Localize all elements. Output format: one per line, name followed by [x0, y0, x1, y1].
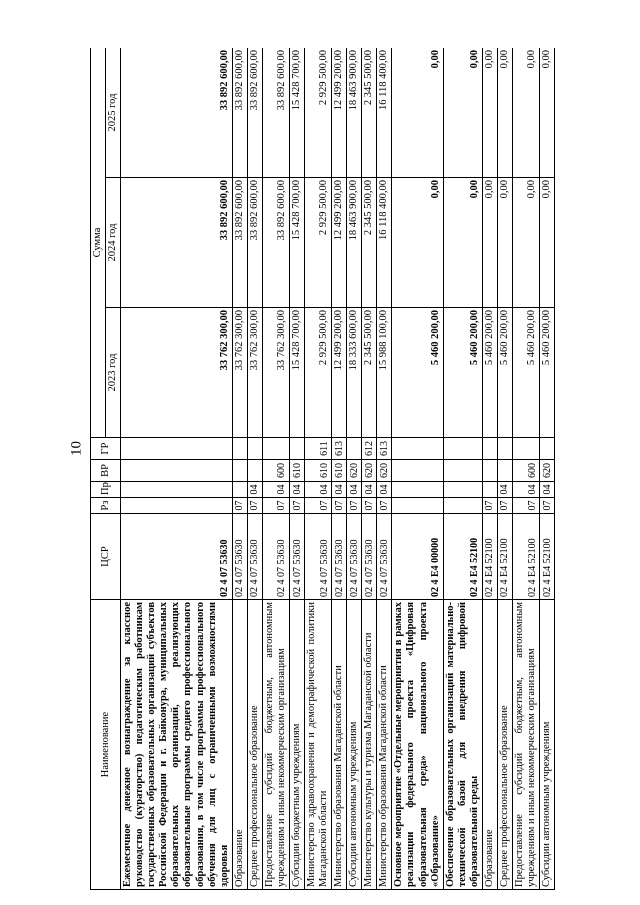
row-name: Министерство образования Магаданской области [377, 600, 392, 890]
row-pr [232, 482, 247, 498]
row-name: Министерство образования Магаданской области [332, 600, 347, 890]
table-row [377, 48, 392, 890]
row-rz [392, 498, 443, 514]
header-name: Наименование [91, 600, 121, 890]
table-row [362, 48, 377, 890]
row-value-2023: 5 460 200,00 [512, 308, 539, 438]
row-value-2025: 33 892 600,00 [247, 48, 262, 178]
row-rz: 07 [289, 498, 304, 514]
page-number: 10 [68, 441, 85, 456]
row-pr: 04 [347, 482, 362, 498]
header-pr: Пр [91, 482, 121, 498]
row-value-2023: 33 762 300,00 [232, 308, 247, 438]
row-rz [121, 498, 233, 514]
table-header [91, 48, 121, 890]
row-vr [482, 460, 497, 482]
row-value-2025: 0,00 [512, 48, 539, 178]
row-value-2024: 0,00 [497, 178, 512, 308]
row-gr: 613 [377, 438, 392, 460]
row-gr [347, 438, 362, 460]
table-row [512, 48, 539, 890]
table-body [121, 48, 555, 890]
row-gr [289, 438, 304, 460]
row-rz: 07 [362, 498, 377, 514]
row-csr: 02 4 07 53630 [247, 514, 262, 600]
row-pr [482, 482, 497, 498]
row-value-2024: 33 892 600,00 [262, 178, 289, 308]
row-vr [443, 460, 482, 482]
row-value-2024: 0,00 [512, 178, 539, 308]
row-value-2025: 12 499 200,00 [332, 48, 347, 178]
row-pr: 04 [262, 482, 289, 498]
row-gr: 612 [362, 438, 377, 460]
row-value-2023: 12 499 200,00 [332, 308, 347, 438]
row-pr: 04 [377, 482, 392, 498]
table-row [443, 48, 482, 890]
row-pr: 04 [362, 482, 377, 498]
row-value-2023: 15 428 700,00 [289, 308, 304, 438]
row-csr: 02 4 07 53630 [332, 514, 347, 600]
row-pr: 04 [512, 482, 539, 498]
row-pr: 04 [540, 482, 555, 498]
row-gr [262, 438, 289, 460]
row-value-2025: 2 929 500,00 [305, 48, 332, 178]
row-rz [443, 498, 482, 514]
row-rz: 07 [232, 498, 247, 514]
row-gr [247, 438, 262, 460]
rotated-table-container [90, 48, 610, 890]
row-value-2024: 33 892 600,00 [247, 178, 262, 308]
row-gr: 611 [305, 438, 332, 460]
row-value-2023: 2 929 500,00 [305, 308, 332, 438]
row-name: Министерство культуры и туризма Магаданской области [362, 600, 377, 890]
row-csr: 02 4 07 53630 [289, 514, 304, 600]
header-gr: ГР [91, 438, 121, 460]
table-row [392, 48, 443, 890]
row-rz: 07 [332, 498, 347, 514]
row-value-2024: 18 463 900,00 [347, 178, 362, 308]
row-csr: 02 4 E4 00000 [392, 514, 443, 600]
table-row [247, 48, 262, 890]
row-csr: 02 4 07 53630 [377, 514, 392, 600]
row-rz: 07 [482, 498, 497, 514]
header-2023: 2023 год [106, 308, 121, 438]
row-csr: 02 4 E4 52100 [512, 514, 539, 600]
row-csr: 02 4 07 53630 [262, 514, 289, 600]
row-vr: 600 [512, 460, 539, 482]
row-gr [443, 438, 482, 460]
row-name: Ежемесячное денежное вознаграждение за классное руководство (кураторство) педагогическим работникам государственных образовательных организаций субъектов Российской Федерации и г. Байконура, муниципальных образовательных организаций, реализующих образовательные программы среднего профессионального образования, в том числе программы профессионального обучения для лиц с ограниченными возможностями здоровья [121, 600, 233, 890]
row-value-2024: 0,00 [482, 178, 497, 308]
row-value-2023: 33 762 300,00 [247, 308, 262, 438]
row-pr: 04 [289, 482, 304, 498]
row-gr [540, 438, 555, 460]
row-gr [482, 438, 497, 460]
row-csr: 02 4 07 53630 [362, 514, 377, 600]
row-value-2024: 2 929 500,00 [305, 178, 332, 308]
row-name: Субсидии автономным учреждениям [540, 600, 555, 890]
row-value-2023: 2 345 500,00 [362, 308, 377, 438]
row-gr [392, 438, 443, 460]
row-vr: 620 [540, 460, 555, 482]
row-value-2024: 16 118 400,00 [377, 178, 392, 308]
row-value-2025: 15 428 700,00 [289, 48, 304, 178]
row-value-2024: 12 499 200,00 [332, 178, 347, 308]
header-2024: 2024 год [106, 178, 121, 308]
row-value-2023: 15 988 100,00 [377, 308, 392, 438]
header-2025: 2025 год [106, 48, 121, 178]
row-value-2025: 0,00 [482, 48, 497, 178]
row-csr: 02 4 E4 52100 [482, 514, 497, 600]
row-value-2023: 18 333 600,00 [347, 308, 362, 438]
row-pr: 04 [497, 482, 512, 498]
header-rz: Рз [91, 498, 121, 514]
row-csr: 02 4 07 53630 [305, 514, 332, 600]
row-pr: 04 [247, 482, 262, 498]
row-vr: 600 [262, 460, 289, 482]
row-gr [497, 438, 512, 460]
row-value-2024: 2 345 500,00 [362, 178, 377, 308]
row-value-2025: 0,00 [497, 48, 512, 178]
row-name: Предоставление субсидий бюджетным, автономным учреждениям и иным некоммерческим организациям [512, 600, 539, 890]
table-row [497, 48, 512, 890]
budget-table [90, 48, 555, 890]
header-csr: ЦСР [91, 514, 121, 600]
row-pr: 04 [305, 482, 332, 498]
table-row [289, 48, 304, 890]
table-row [232, 48, 247, 890]
row-value-2025: 18 463 900,00 [347, 48, 362, 178]
page-content [90, 48, 610, 890]
row-value-2024: 0,00 [392, 178, 443, 308]
row-value-2023: 5 460 200,00 [497, 308, 512, 438]
row-csr: 02 4 07 53630 [121, 514, 233, 600]
row-name: Предоставление субсидий бюджетным, автономным учреждениям и иным некоммерческим организациям [262, 600, 289, 890]
row-value-2025: 2 345 500,00 [362, 48, 377, 178]
row-name: Образование [232, 600, 247, 890]
row-gr [121, 438, 233, 460]
row-csr: 02 4 E4 52100 [540, 514, 555, 600]
row-gr [232, 438, 247, 460]
row-value-2025: 0,00 [392, 48, 443, 178]
table-row [121, 48, 233, 890]
table-row [305, 48, 332, 890]
row-value-2025: 33 892 600,00 [262, 48, 289, 178]
row-rz: 07 [512, 498, 539, 514]
table-row [540, 48, 555, 890]
header-vr: ВР [91, 460, 121, 482]
row-value-2023: 5 460 200,00 [482, 308, 497, 438]
row-csr: 02 4 07 53630 [232, 514, 247, 600]
row-vr [121, 460, 233, 482]
row-vr: 620 [362, 460, 377, 482]
row-csr: 02 4 E4 52100 [497, 514, 512, 600]
row-rz: 07 [262, 498, 289, 514]
row-name: Среднее профессиональное образование [247, 600, 262, 890]
row-name: Основное мероприятие «Отдельные мероприятия в рамках реализации федерального проекта «Цифровая образовательная среда» национального проекта «Образование» [392, 600, 443, 890]
row-csr: 02 4 07 53630 [347, 514, 362, 600]
row-vr: 610 [289, 460, 304, 482]
row-name: Образование [482, 600, 497, 890]
row-vr [497, 460, 512, 482]
row-pr: 04 [332, 482, 347, 498]
row-name: Среднее профессиональное образование [497, 600, 512, 890]
row-name: Субсидии автономным учреждениям [347, 600, 362, 890]
row-vr: 620 [347, 460, 362, 482]
row-value-2024: 0,00 [443, 178, 482, 308]
row-pr [443, 482, 482, 498]
row-vr [247, 460, 262, 482]
row-rz: 07 [305, 498, 332, 514]
row-csr: 02 4 E4 52100 [443, 514, 482, 600]
row-pr [121, 482, 233, 498]
row-gr: 613 [332, 438, 347, 460]
row-vr [392, 460, 443, 482]
row-rz: 07 [540, 498, 555, 514]
row-name: Обеспечение образовательных организаций материально-технической базой для внедрения цифровой образовательной среды [443, 600, 482, 890]
row-rz: 07 [497, 498, 512, 514]
row-value-2025: 0,00 [540, 48, 555, 178]
row-gr [512, 438, 539, 460]
row-value-2023: 5 460 200,00 [443, 308, 482, 438]
header-sum: Сумма [91, 48, 106, 438]
table-row [332, 48, 347, 890]
row-vr: 620 [377, 460, 392, 482]
row-value-2023: 5 460 200,00 [540, 308, 555, 438]
row-value-2023: 5 460 200,00 [392, 308, 443, 438]
table-row [347, 48, 362, 890]
row-vr [232, 460, 247, 482]
row-value-2025: 33 892 600,00 [232, 48, 247, 178]
table-row [262, 48, 289, 890]
row-value-2024: 33 892 600,00 [121, 178, 233, 308]
row-vr: 610 [305, 460, 332, 482]
table-row [482, 48, 497, 890]
row-value-2025: 0,00 [443, 48, 482, 178]
row-name: Министерство здравоохранения и демографической политики Магаданской области [305, 600, 332, 890]
row-value-2024: 33 892 600,00 [232, 178, 247, 308]
row-value-2024: 0,00 [540, 178, 555, 308]
row-value-2024: 15 428 700,00 [289, 178, 304, 308]
row-pr [392, 482, 443, 498]
row-value-2023: 33 762 300,00 [121, 308, 233, 438]
row-value-2025: 33 892 600,00 [121, 48, 233, 178]
row-rz: 07 [247, 498, 262, 514]
row-value-2025: 16 118 400,00 [377, 48, 392, 178]
row-vr: 610 [332, 460, 347, 482]
row-rz: 07 [347, 498, 362, 514]
row-name: Субсидии бюджетным учреждениям [289, 600, 304, 890]
row-value-2023: 33 762 300,00 [262, 308, 289, 438]
row-rz: 07 [377, 498, 392, 514]
